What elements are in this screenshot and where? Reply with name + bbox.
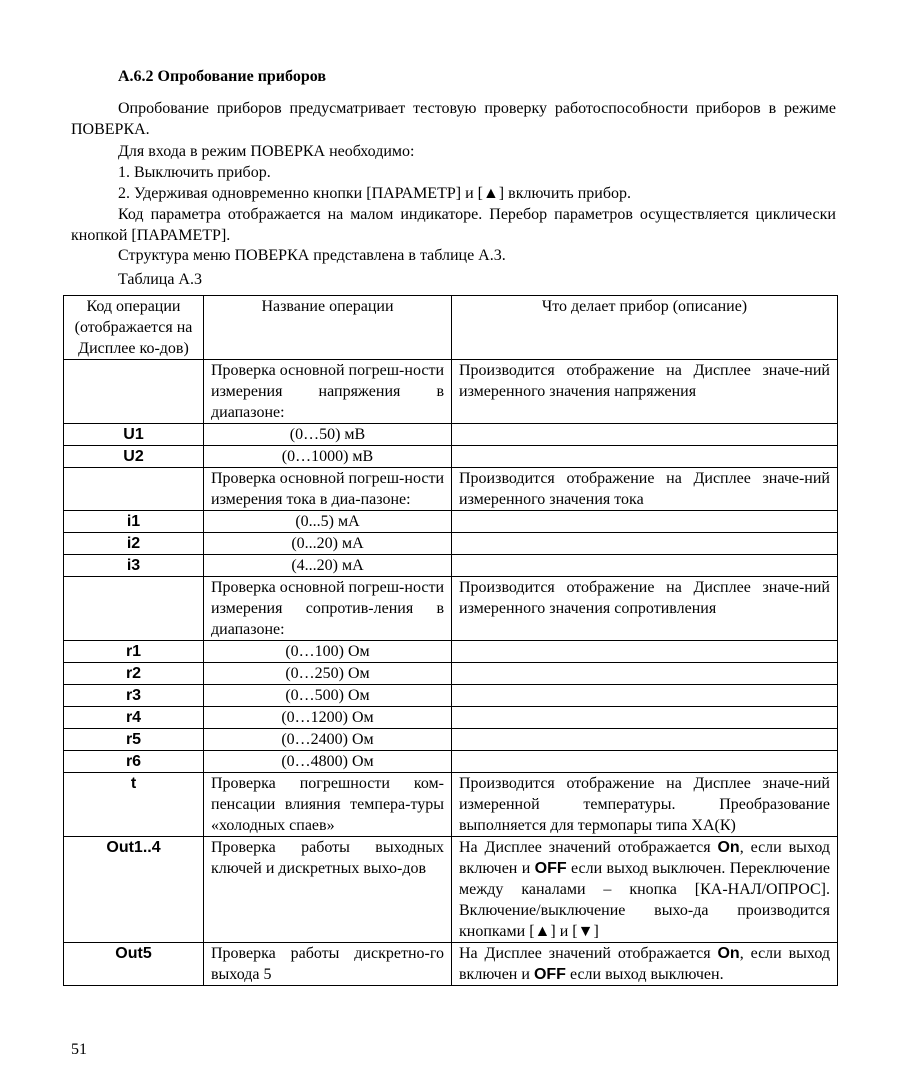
empty-cell bbox=[64, 577, 204, 641]
paragraph-param-code bbox=[71, 204, 836, 246]
table-row bbox=[64, 360, 838, 424]
op-desc-output5 bbox=[452, 943, 838, 986]
section-heading: А.6.2 Опробование приборов bbox=[118, 68, 326, 85]
op-code: t bbox=[64, 773, 204, 837]
op-code: r5 bbox=[64, 729, 204, 751]
op-range: (0…4800) Ом bbox=[204, 751, 452, 773]
header-name: Название операции bbox=[204, 296, 452, 360]
empty-cell bbox=[452, 641, 838, 663]
empty-cell bbox=[452, 424, 838, 446]
table-header-row bbox=[64, 296, 838, 360]
op-desc-voltage: Производится отображение на Дисплее значе-ний измеренного значения напряжения bbox=[452, 360, 838, 424]
empty-cell bbox=[452, 707, 838, 729]
table-caption: Таблица А.3 bbox=[118, 271, 202, 288]
header-code: Код операции (отображается на Дисплее ко-дов) bbox=[64, 296, 204, 360]
table-row bbox=[64, 729, 838, 751]
table-row bbox=[64, 577, 838, 641]
paragraph-menu-structure bbox=[71, 245, 836, 266]
off-label: OFF bbox=[534, 860, 567, 877]
op-name-voltage: Проверка основной погреш-ности измерения напряжения в диапазоне: bbox=[204, 360, 452, 424]
op-desc-current: Производится отображение на Дисплее значе-ний измеренного значения тока bbox=[452, 468, 838, 511]
op-name-current: Проверка основной погреш-ности измерения тока в диа-пазоне: bbox=[204, 468, 452, 511]
table-row bbox=[64, 641, 838, 663]
table-row bbox=[64, 685, 838, 707]
op-code: i1 bbox=[64, 511, 204, 533]
table-row bbox=[64, 533, 838, 555]
empty-cell bbox=[452, 685, 838, 707]
op-range: (0...20) мА bbox=[204, 533, 452, 555]
op-range: (0…1000) мВ bbox=[204, 446, 452, 468]
step-2 bbox=[71, 183, 836, 204]
op-name-output5: Проверка работы дискретно-го выхода 5 bbox=[204, 943, 452, 986]
op-range: (0…1200) Ом bbox=[204, 707, 452, 729]
op-desc-cold-junction: Производится отображение на Дисплее значе-ний измеренной температуры. Преобразование выполняется для термопары типа ХА(К) bbox=[452, 773, 838, 837]
empty-cell bbox=[452, 511, 838, 533]
empty-cell bbox=[452, 555, 838, 577]
table-row bbox=[64, 555, 838, 577]
op-code: U1 bbox=[64, 424, 204, 446]
op-code: U2 bbox=[64, 446, 204, 468]
table-row bbox=[64, 663, 838, 685]
paragraph-intro bbox=[71, 98, 836, 140]
op-code: r1 bbox=[64, 641, 204, 663]
op-range: (4...20) мА bbox=[204, 555, 452, 577]
paragraph-param-code-text: Код параметра отображается на малом индикаторе. Перебор параметров осуществляется циклически кнопкой [ПАРАМЕТР]. bbox=[71, 206, 836, 244]
table-row bbox=[64, 773, 838, 837]
op-range: (0…50) мВ bbox=[204, 424, 452, 446]
desc-text: На Дисплее значений отображается bbox=[459, 945, 718, 962]
op-range: (0…100) Ом bbox=[204, 641, 452, 663]
paragraph-intro-text: Опробование приборов предусматривает тестовую проверку работоспособности приборов в режиме ПОВЕРКА. bbox=[71, 100, 836, 138]
table-row bbox=[64, 707, 838, 729]
desc-text: если выход выключен. bbox=[565, 966, 724, 983]
desc-text: , если выход включен и bbox=[459, 945, 830, 983]
op-range: (0…250) Ом bbox=[204, 663, 452, 685]
page-number: 51 bbox=[71, 1041, 87, 1058]
op-code: Out5 bbox=[64, 943, 204, 986]
desc-text: На Дисплее значений отображается bbox=[459, 839, 718, 856]
paragraph-menu-structure-text: Структура меню ПОВЕРКА представлена в таблице А.3. bbox=[118, 247, 506, 264]
op-name-cold-junction: Проверка погрешности ком-пенсации влияния темпера-туры «холодных спаев» bbox=[204, 773, 452, 837]
op-name-resistance: Проверка основной погреш-ности измерения сопротив-ления в диапазоне: bbox=[204, 577, 452, 641]
op-code: r4 bbox=[64, 707, 204, 729]
desc-text: , если выход включен и bbox=[459, 839, 830, 877]
table-row bbox=[64, 468, 838, 511]
op-desc-resistance: Производится отображение на Дисплее значе-ний измеренного значения сопротивления bbox=[452, 577, 838, 641]
table-row bbox=[64, 511, 838, 533]
off-label: OFF bbox=[533, 966, 566, 983]
table-row bbox=[64, 751, 838, 773]
empty-cell bbox=[452, 446, 838, 468]
table-row bbox=[64, 943, 838, 986]
op-range: (0...5) мА bbox=[204, 511, 452, 533]
op-name-outputs: Проверка работы выходных ключей и дискретных выхо-дов bbox=[204, 837, 452, 943]
on-label: On bbox=[717, 945, 740, 962]
empty-cell bbox=[64, 468, 204, 511]
header-desc: Что делает прибор (описание) bbox=[452, 296, 838, 360]
paragraph-entry-text: Для входа в режим ПОВЕРКА необходимо: bbox=[118, 143, 415, 160]
op-code: r6 bbox=[64, 751, 204, 773]
step-1 bbox=[71, 162, 836, 183]
desc-text: если выход выключен. Переключение между каналами – кнопка [КА-НАЛ/ОПРОС]. Включение/выключение выхо-да производится кнопками [▲] и [▼] bbox=[459, 860, 831, 940]
step-1-text: 1. Выключить прибор. bbox=[118, 164, 271, 181]
op-code: i2 bbox=[64, 533, 204, 555]
step-2-text: 2. Удерживая одновременно кнопки [ПАРАМЕТР] и [▲] включить прибор. bbox=[118, 185, 631, 202]
verification-menu-table bbox=[63, 295, 838, 986]
empty-cell bbox=[452, 533, 838, 555]
op-code: r2 bbox=[64, 663, 204, 685]
on-label: On bbox=[717, 839, 740, 856]
empty-cell bbox=[452, 663, 838, 685]
op-code: r3 bbox=[64, 685, 204, 707]
empty-cell bbox=[64, 360, 204, 424]
table-row bbox=[64, 837, 838, 943]
paragraph-entry bbox=[71, 141, 836, 162]
empty-cell bbox=[452, 729, 838, 751]
table-row bbox=[64, 446, 838, 468]
op-desc-outputs bbox=[452, 837, 838, 943]
table-row bbox=[64, 424, 838, 446]
empty-cell bbox=[452, 751, 838, 773]
op-code: Out1..4 bbox=[64, 837, 204, 943]
op-range: (0…2400) Ом bbox=[204, 729, 452, 751]
op-code: i3 bbox=[64, 555, 204, 577]
op-range: (0…500) Ом bbox=[204, 685, 452, 707]
